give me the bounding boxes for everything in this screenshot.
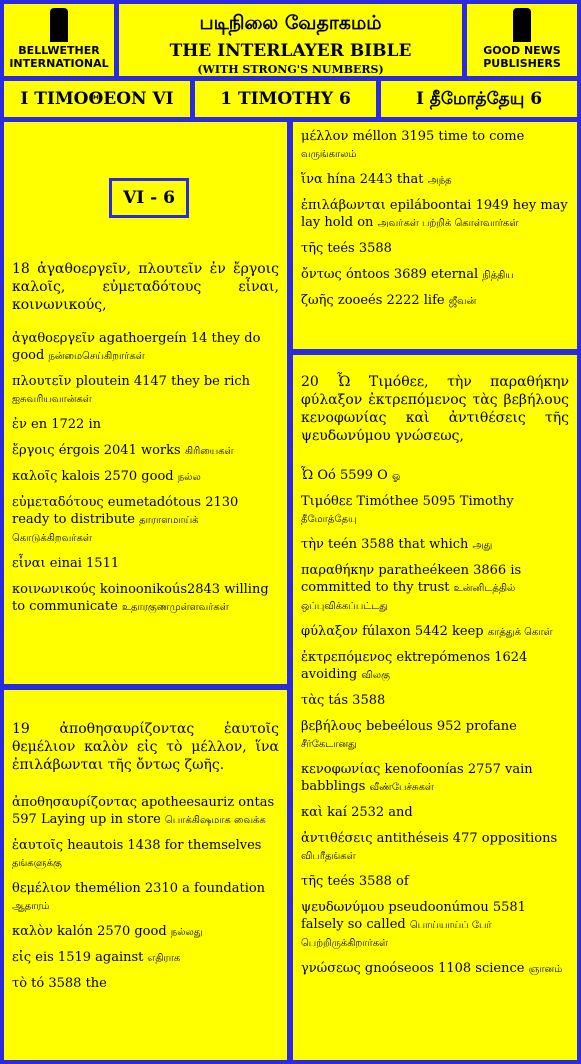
translit-strongs-gloss: epiláboontai 1949 hey may lay hold on: [301, 198, 568, 230]
greek-word: βεβήλους: [301, 719, 362, 734]
translit-strongs-gloss: bebeélous 952 profane: [365, 719, 517, 734]
word-entry: [301, 197, 569, 232]
tamil-gloss: தீமோத்தேயு: [301, 514, 357, 525]
translit-strongs-gloss: tás 3588: [328, 693, 386, 708]
translit-strongs-gloss: Timóthee 5095 Timothy: [356, 494, 514, 509]
tamil-gloss: வருங்காலம்: [301, 149, 357, 160]
verse19-panel: [4, 690, 287, 1060]
right-logo: [467, 4, 577, 76]
translit-strongs-gloss: agathoergeín 14 they do good: [12, 331, 261, 363]
translit-strongs-gloss: heautois 1438 for themselves: [67, 838, 262, 853]
translit-strongs-gloss: ploutein 4147 they be rich: [75, 374, 251, 389]
translit-strongs-gloss: érgois 2041 works: [58, 443, 181, 458]
greek-word: εἰς: [12, 950, 32, 965]
tamil-gloss: ஓ: [391, 471, 401, 482]
word-entry: [301, 830, 569, 865]
greek-word: ζωῆς: [301, 293, 334, 308]
tamil-gloss: ஆதாரம்: [12, 901, 50, 912]
greek-word: ἵνα: [301, 172, 323, 187]
word-entry: [301, 562, 569, 615]
word-entry: [301, 761, 569, 796]
word-entry: [12, 494, 279, 547]
word-entry: [301, 128, 569, 163]
translit-strongs-gloss: kenofoonías 2757 vain babblings: [301, 762, 533, 794]
word-entry: [301, 171, 569, 189]
word-entry: [12, 949, 279, 967]
translit-strongs-gloss: kalois 2570 good: [61, 469, 174, 484]
greek-word: ἑαυτοῖς: [12, 838, 64, 853]
word-entry: [301, 240, 569, 258]
greek-word: τὰς: [301, 693, 325, 708]
verse18-entries: [12, 330, 279, 616]
greek-word: μέλλον: [301, 129, 349, 144]
word-entry: [12, 373, 279, 408]
word-entry: [301, 266, 569, 284]
greek-word: πλουτεῖν: [12, 374, 72, 389]
greek-word: κενοφωνίας: [301, 762, 381, 777]
translit-strongs-gloss: Oó 5599 O: [317, 468, 388, 483]
tamil-gloss: வீண்பேச்சுகள்: [369, 782, 434, 793]
translit-strongs-gloss: eis 1519 against: [35, 950, 144, 965]
greek-word: τὴν: [301, 537, 324, 552]
word-entry: [12, 923, 279, 941]
tamil-gloss: ஞானம்: [528, 964, 563, 975]
tamil-gloss: காத்துக் கொள்: [487, 627, 553, 638]
praying-figure-icon: [513, 8, 531, 42]
word-entry: [301, 467, 569, 485]
praying-figure-icon: [50, 8, 68, 42]
greek-word: καὶ: [301, 805, 324, 820]
tamil-gloss: கிரியைகள்: [184, 446, 234, 457]
tamil-gloss: நித்திய: [482, 270, 514, 281]
greek-word: εἶναι: [12, 556, 46, 571]
translit-strongs-gloss: en 1722 in: [31, 417, 101, 432]
tamil-gloss: அவர்கள் பற்றிக் கொள்வார்கள்: [377, 218, 519, 229]
tamil-gloss: பொக்கிஷமாக வைக்க: [164, 815, 266, 826]
tamil-gloss: எதிராக: [147, 953, 181, 964]
word-entry: [12, 416, 279, 434]
greek-word: ἀντιθέσεις: [301, 831, 373, 846]
greek-word: ἐν: [12, 417, 27, 432]
tamil-gloss: ஐசுவரியவான்கள்: [12, 394, 92, 405]
translit-strongs-gloss: eumetadótous 2130 ready to distribute: [12, 495, 239, 527]
tamil-gloss: தாராளமாய்க் கொடுக்கிறவர்கள்: [12, 515, 199, 544]
title-tamil: படிநிலை வேதாகமம்: [199, 12, 382, 34]
word-entry: [301, 623, 569, 641]
right-logo-line1: GOOD NEWS: [483, 44, 561, 57]
word-entry: [12, 880, 279, 915]
greek-word: ἀγαθοεργεῖν: [12, 331, 95, 346]
greek-word: καλὸν: [12, 924, 53, 939]
title-subtitle: (WITH STRONG'S NUMBERS): [197, 63, 384, 76]
greek-word: ὄντως: [301, 267, 342, 282]
word-entry: [12, 442, 279, 460]
tamil-gloss: பொய்யாய்ப் பேர் பெற்றிருக்கிறார்கள்: [301, 920, 492, 949]
greek-word: παραθήκην: [301, 563, 375, 578]
translit-strongs-gloss: teés 3588: [327, 241, 392, 256]
word-entry: [301, 536, 569, 554]
word-entry: [301, 960, 569, 978]
word-entry: [12, 975, 279, 993]
greek-word: θεμέλιον: [12, 881, 71, 896]
translit-strongs-gloss: paratheékeen 3866 is committed to thy trust: [301, 563, 522, 595]
tamil-gloss: ஜீவன்: [448, 296, 477, 307]
verse20-panel: [293, 355, 577, 1060]
verse20-heading: 20 Ὦ Τιμόθεε, τὴν παραθήκην φύλαξον ἐκτρεπόμενος τὰς βεβήλους κενοφωνίας καὶ ἀντιθέσεις τῆς ψευδωνύμου γνώσεως,: [301, 374, 569, 444]
chapter-box: VI - 6: [109, 178, 189, 218]
right-logo-line2: PUBLISHERS: [483, 57, 561, 70]
translit-strongs-gloss: teén 3588 that which: [328, 537, 469, 552]
greek-word: Ὦ: [301, 468, 314, 483]
word-entry: [301, 804, 569, 822]
title-block: [119, 4, 462, 76]
greek-word: καλοῖς: [12, 469, 58, 484]
tamil-gloss: உன்னிடத்தில் ஒப்புவிக்கப்பட்டது: [301, 583, 516, 612]
translit-strongs-gloss: koinoonikoús2843 willing to communicate: [12, 582, 269, 614]
greek-word: ἐπιλάβωνται: [301, 198, 386, 213]
translit-strongs-gloss: méllon 3195 time to come: [352, 129, 525, 144]
tamil-gloss: அது: [472, 540, 493, 551]
tamil-gloss: உதாரகுணமுள்ளவர்கள்: [121, 602, 229, 613]
translit-strongs-gloss: kaí 2532 and: [327, 805, 413, 820]
greek-word: γνώσεως: [301, 961, 361, 976]
word-entry: [301, 649, 569, 684]
verse19-cont-entries: [301, 128, 569, 310]
title-english: THE INTERLAYER BIBLE: [169, 41, 412, 61]
word-entry: [12, 837, 279, 872]
greek-word: κοινωνικούς: [12, 582, 96, 597]
translit-strongs-gloss: antithéseis 477 oppositions: [376, 831, 558, 846]
verse19-entries: [12, 794, 279, 993]
word-entry: [301, 873, 569, 891]
word-entry: [12, 581, 279, 616]
word-entry: [12, 468, 279, 486]
translit-strongs-gloss: ektrepómenos 1624 avoiding: [301, 650, 528, 682]
translit-strongs-gloss: themélion 2310 a foundation: [74, 881, 266, 896]
greek-word: τῆς: [301, 874, 324, 889]
greek-word: ψευδωνύμου: [301, 900, 385, 915]
word-entry: [301, 292, 569, 310]
greek-word: ἐκτρεπόμενος: [301, 650, 393, 665]
word-entry: [301, 493, 569, 528]
greek-word: τὸ: [12, 976, 28, 991]
translit-strongs-gloss: apotheesauriz ontas 597 Laying up in store: [12, 795, 275, 827]
tamil-gloss: விலகு: [361, 670, 390, 681]
tamil-gloss: தங்களுக்கு: [12, 858, 62, 869]
word-entry: [301, 718, 569, 753]
greek-word: ἀποθησαυρίζοντας: [12, 795, 138, 810]
greek-word: φύλαξον: [301, 624, 358, 639]
word-entry: [301, 899, 569, 952]
left-logo: [4, 4, 114, 76]
translit-strongs-gloss: teés 3588 of: [327, 874, 409, 889]
tamil-gloss: நல்லது: [170, 927, 203, 938]
left-logo-line2: INTERNATIONAL: [9, 57, 109, 70]
word-entry: [12, 794, 279, 829]
ref-tamil: I தீமோத்தேயு 6: [381, 81, 577, 117]
greek-word: Τιμόθεε: [301, 494, 353, 509]
translit-strongs-gloss: fúlaxon 5442 keep: [362, 624, 484, 639]
word-entry: [301, 692, 569, 710]
tamil-gloss: நன்மைசெய்கிறார்கள்: [48, 351, 145, 362]
translit-strongs-gloss: tó 3588 the: [31, 976, 107, 991]
tamil-gloss: அந்த: [427, 175, 452, 186]
ref-greek: I TIMOΘEON VI: [4, 81, 190, 117]
translit-strongs-gloss: gnoóseoos 1108 science: [364, 961, 525, 976]
greek-word: τῆς: [301, 241, 324, 256]
tamil-gloss: விபரீதங்கள்: [301, 851, 356, 862]
translit-strongs-gloss: hína 2443 that: [326, 172, 424, 187]
translit-strongs-gloss: kalón 2570 good: [57, 924, 167, 939]
greek-word: ἔργοις: [12, 443, 55, 458]
verse19-heading: 19 ἀποθησαυρίζοντας ἑαυτοῖς θεμέλιον καλὸν εἰς τὸ μέλλον, ἵνα ἐπιλάβωνται τῆς ὄντως ζωῆς.: [12, 721, 279, 773]
left-logo-line1: BELLWETHER: [18, 44, 100, 57]
verse19-cont-panel: [293, 122, 577, 349]
translit-strongs-gloss: einai 1511: [49, 556, 120, 571]
word-entry: [12, 555, 279, 573]
translit-strongs-gloss: óntoos 3689 eternal: [345, 267, 479, 282]
tamil-gloss: நல்ல: [177, 472, 201, 483]
ref-english: 1 TIMOTHY 6: [195, 81, 376, 117]
word-entry: [12, 330, 279, 365]
verse20-entries: [301, 467, 569, 978]
translit-strongs-gloss: pseudoonúmou 5581 falsely so called: [301, 900, 526, 932]
tamil-gloss: சீர்கேடானது: [301, 739, 357, 750]
verse18-panel: [4, 122, 287, 684]
verse18-heading: 18 ἀγαθοεργεῖν, πλουτεῖν ἐν ἔργοις καλοῖς, εὐμεταδότους εἶναι, κοινωνικούς,: [12, 261, 279, 313]
translit-strongs-gloss: zooeés 2222 life: [337, 293, 445, 308]
greek-word: εὐμεταδότους: [12, 495, 104, 510]
